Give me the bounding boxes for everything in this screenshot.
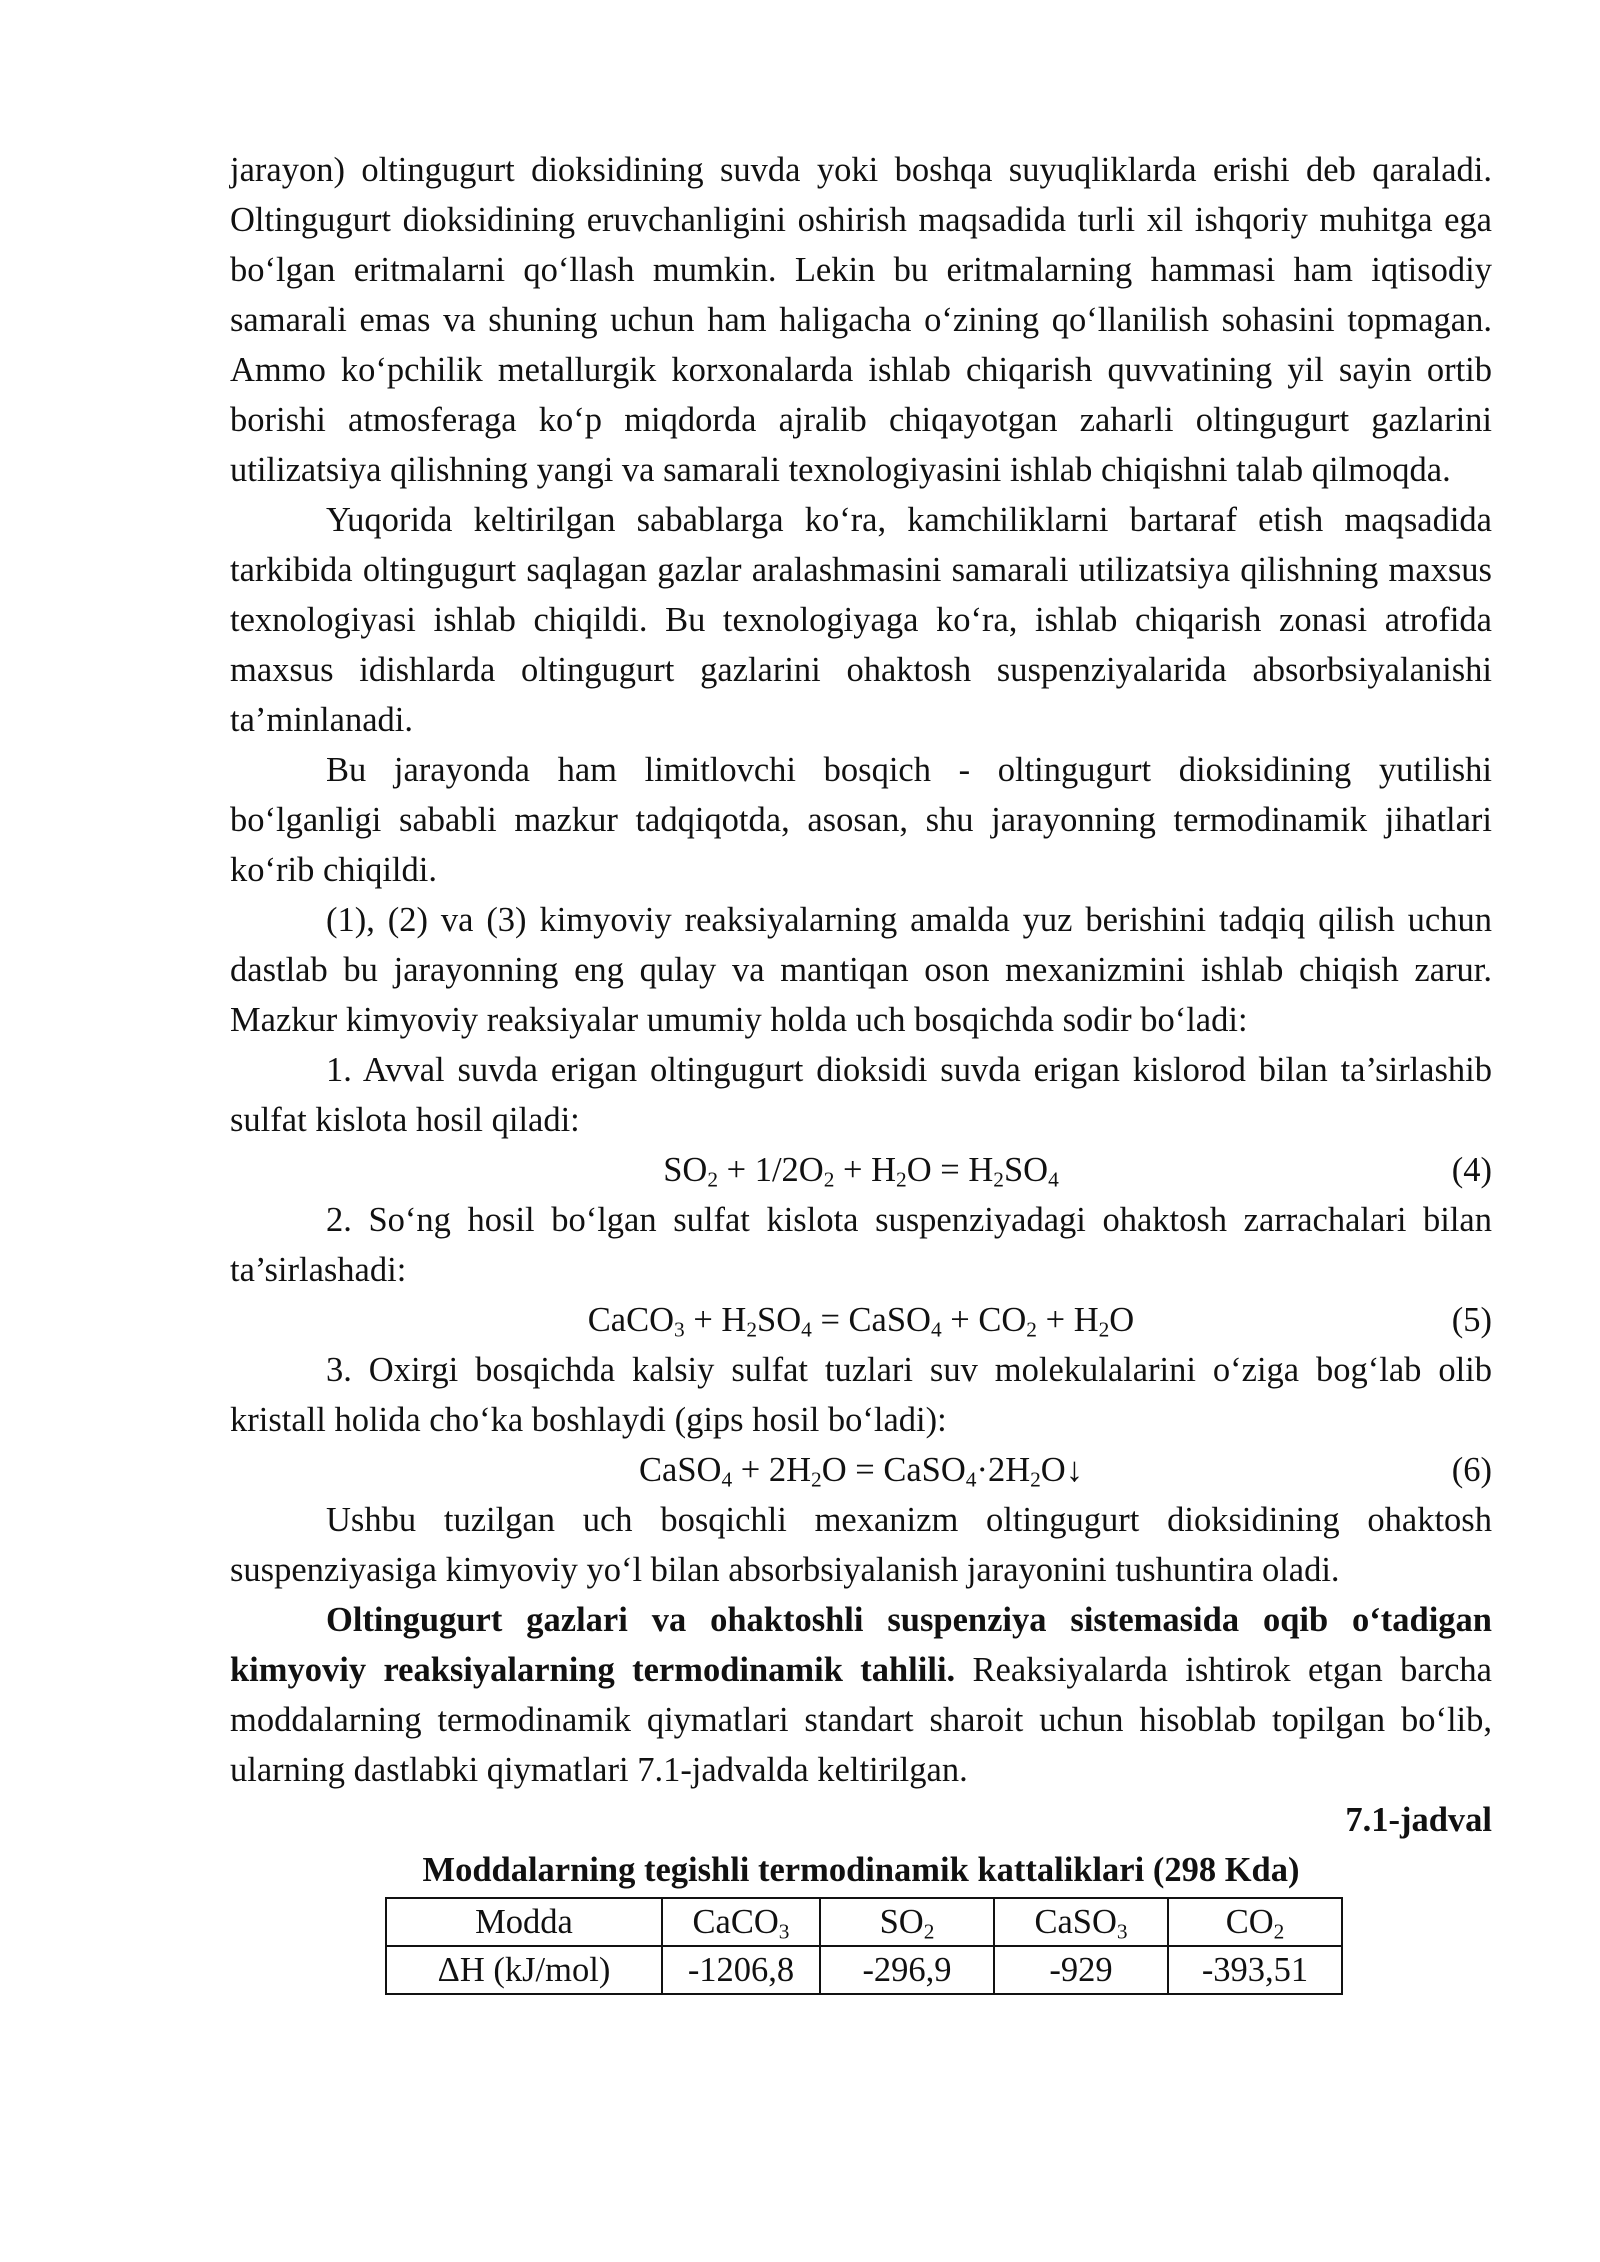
equation-5-number: (5) [1451, 1301, 1492, 1339]
table-cell: ΔH (kJ/mol) [386, 1946, 662, 1994]
equation-subscript: 4 [801, 1317, 812, 1342]
equation-subscript: 4 [965, 1467, 977, 1492]
equation-text: SO [1003, 1151, 1049, 1189]
paragraph-2: Yuqorida keltirilgan sabablarga ko‘ra, kamchiliklarni bartaraf etish maqsadida tarkibida oltingugurt saqlagan gazlar aralashmasini samarali utilizatsiya qilishning maxsus texnologiyasi ishlab chiqildi. Bu texnologiyaga ko‘ra, ishlab chiqarish zonasi atrofida maxsus idishlarda oltingugurt gazlarini ohaktosh suspenziyalarida absorbsiyalanishi ta’minlanadi. [230, 501, 1492, 739]
paragraph-4: (1), (2) va (3) kimyoviy reaksiyalarning amalda yuz berishini tadqiq qilish uchun dastlab bu jarayonning eng qulay va mantiqan oson mexanizmini ishlab chiqish zarur. Mazkur kimyoviy reaksiyalar umumiy holda uch bosqichda sodir bo‘ladi: [230, 901, 1492, 1039]
header-text: SO [879, 1903, 924, 1941]
table-label: 7.1-jadval [1345, 1801, 1492, 1839]
thermodynamic-table [385, 1897, 1343, 1995]
equation-text: + 2H [732, 1451, 812, 1489]
equation-subscript: 2 [1030, 1467, 1041, 1492]
equation-text: ·2H [976, 1451, 1031, 1489]
equation-text: SO [757, 1301, 802, 1339]
table-cell: -296,9 [820, 1946, 994, 1994]
equation-subscript: 2 [823, 1167, 835, 1192]
equation-text: = CaSO [811, 1301, 931, 1339]
equation-text: CaCO [587, 1301, 675, 1339]
table-title: Moddalarning tegishli termodinamik kattaliklari (298 Kda) [422, 1851, 1300, 1889]
equation-text: + H [1036, 1301, 1099, 1339]
document-page [230, 145, 1492, 1995]
equation-4 [663, 1151, 1059, 1192]
equation-subscript: 4 [721, 1467, 733, 1492]
table-header-cell [662, 1898, 820, 1946]
equation-text: SO [663, 1151, 708, 1189]
header-subscript: 3 [778, 1919, 790, 1944]
equation-subscript: 2 [1026, 1317, 1037, 1342]
header-subscript: 2 [1273, 1919, 1285, 1944]
paragraph-mechanism-summary: Ushbu tuzilgan uch bosqichli mexanizm oltingugurt dioksidining ohaktosh suspenziyasiga kimyoviy yo‘l bilan absorbsiyalanish jarayonini tushuntira oladi. [230, 1501, 1492, 1589]
equation-subscript: 2 [707, 1167, 719, 1192]
equation-subscript: 2 [811, 1467, 822, 1492]
header-subscript: 3 [1116, 1919, 1128, 1944]
header-subscript: 2 [923, 1919, 935, 1944]
table-cell: -393,51 [1168, 1946, 1342, 1994]
equation-5 [587, 1301, 1135, 1342]
equation-text: O↓ [1040, 1451, 1083, 1489]
table-header-cell [386, 1898, 662, 1946]
step-3-text: 3. Oxirgi bosqichda kalsiy sulfat tuzlari suv molekulalarini o‘ziga bog‘lab olib kristall holida cho‘ka boshlaydi (gips hosil bo‘ladi): [230, 1351, 1492, 1439]
header-text: Modda [475, 1903, 573, 1941]
equation-text: O = H [906, 1151, 994, 1189]
equation-subscript: 4 [1048, 1167, 1059, 1192]
table-header-row [386, 1898, 1342, 1946]
header-text: CO [1225, 1903, 1274, 1941]
equation-subscript: 2 [993, 1167, 1004, 1192]
equation-subscript: 4 [930, 1317, 942, 1342]
paragraph-thermodynamic-text: Reaksiyalarda ishtirok etgan barcha moddalarning termodinamik qiymatlari standart sharoit uchun hisoblab topilgan bo‘lib, ularning dastlabki qiymatlari 7.1-jadvalda keltirilgan. [230, 1651, 1492, 1789]
equation-text: CaSO [639, 1451, 722, 1489]
equation-text: O [1109, 1301, 1135, 1339]
equation-text: + H [834, 1151, 897, 1189]
table-header-cell [820, 1898, 994, 1946]
equation-6 [639, 1451, 1083, 1492]
equation-5-row [230, 1295, 1492, 1345]
equation-subscript: 2 [746, 1317, 758, 1342]
equation-6-row [230, 1445, 1492, 1495]
table-row [386, 1946, 1342, 1994]
table-cell: -1206,8 [662, 1946, 820, 1994]
header-text: CaSO [1034, 1903, 1117, 1941]
equation-6-number: (6) [1451, 1451, 1492, 1489]
paragraph-1: jarayon) oltingugurt dioksidining suvda yoki boshqa suyuqliklarda erishi deb qaraladi. Oltingugurt dioksidining eruvchanligini oshirish maqsadida turli xil ishqoriy muhitga ega bo‘lgan eritmalarni qo‘llash mumkin. Lekin bu eritmalarning hammasi ham iqtisodiy samarali emas va shuning uchun ham haligacha o‘zining qo‘llanilish sohasini topmagan. Ammo ko‘pchilik metallurgik korxonalarda ishlab chiqarish quvvatining yil sayin ortib borishi atmosferaga ko‘p miqdorda ajralib chiqayotgan zaharli oltingugurt gazlarini utilizatsiya qilishning yangi va samarali texnologiyasini ishlab chiqishni talab qilmoqda. [230, 151, 1492, 489]
equation-text: + 1/2O [718, 1151, 824, 1189]
step-1-text: 1. Avval suvda erigan oltingugurt dioksidi suvda erigan kislorod bilan ta’sirlashib sulfat kislota hosil qiladi: [230, 1051, 1492, 1139]
table-cell: -929 [994, 1946, 1168, 1994]
equation-4-number: (4) [1451, 1151, 1492, 1189]
equation-text: + H [684, 1301, 747, 1339]
paragraph-thermodynamic-analysis [230, 1595, 1492, 1795]
equation-subscript: 2 [1098, 1317, 1110, 1342]
table-header-cell [994, 1898, 1168, 1946]
header-text: CaCO [692, 1903, 779, 1941]
equation-subscript: 2 [896, 1167, 907, 1192]
equation-4-row [230, 1145, 1492, 1195]
paragraph-3: Bu jarayonda ham limitlovchi bosqich - oltingugurt dioksidining yutilishi bo‘lganligi sababli mazkur tadqiqotda, asosan, shu jarayonning termodinamik jihatlari ko‘rib chiqildi. [230, 751, 1492, 889]
section-heading-inline: Oltingugurt gazlari va ohaktoshli suspenziya sistemasida oqib o‘tadigan kimyoviy reaksiyalarning termodinamik tahlili. [230, 1601, 1492, 1689]
equation-subscript: 3 [674, 1317, 685, 1342]
step-2-text: 2. So‘ng hosil bo‘lgan sulfat kislota suspenziyadagi ohaktosh zarrachalari bilan ta’sirlashadi: [230, 1201, 1492, 1289]
equation-text: O = CaSO [821, 1451, 966, 1489]
table-header-cell [1168, 1898, 1342, 1946]
equation-text: + CO [941, 1301, 1027, 1339]
